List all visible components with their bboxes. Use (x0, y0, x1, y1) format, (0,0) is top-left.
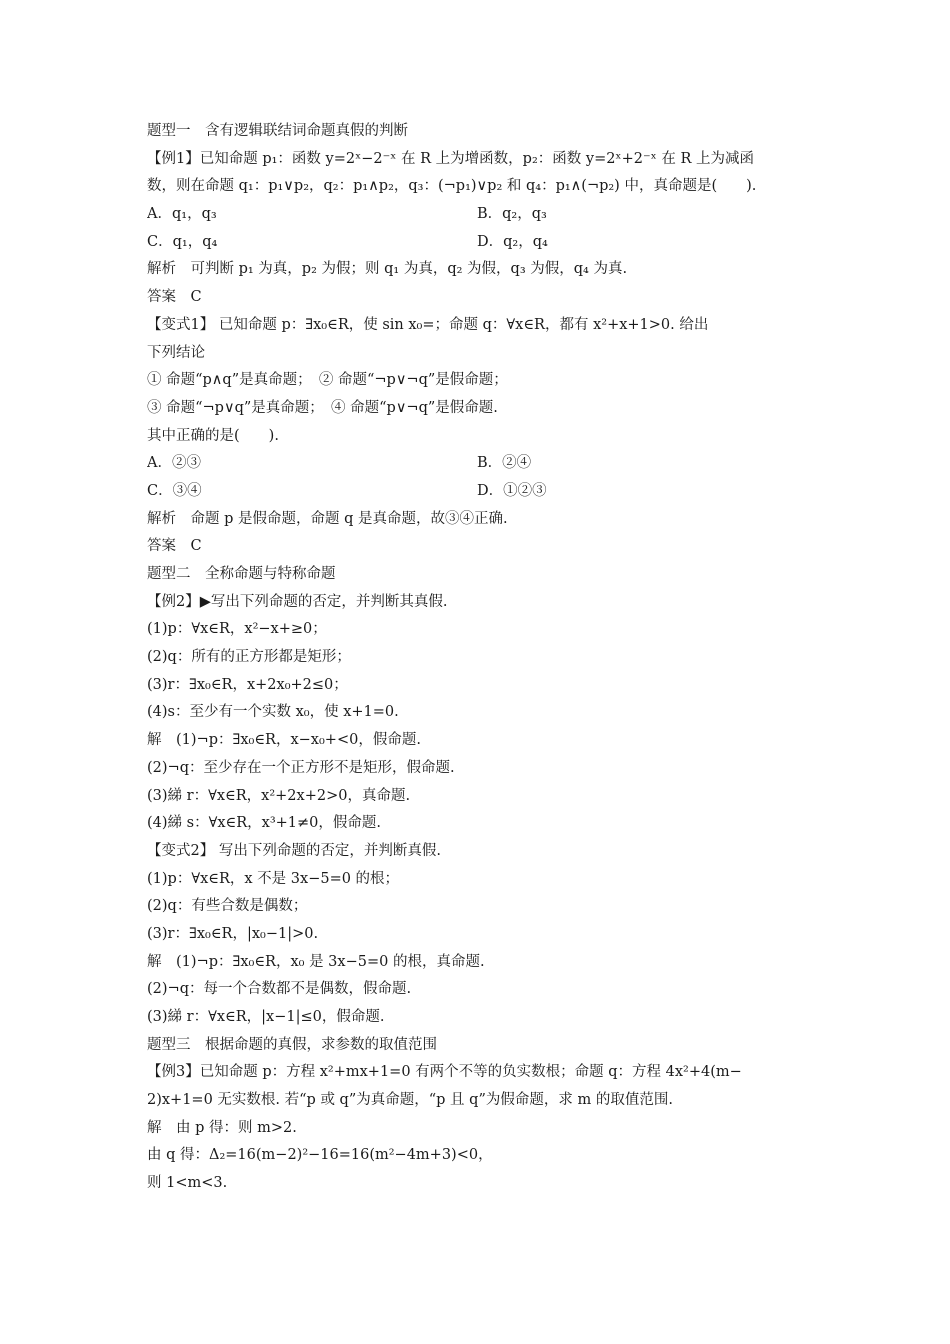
variant-1-question: 其中正确的是( ). (147, 427, 279, 444)
example-1-analysis: 解析 可判断 p₁ 为真，p₂ 为假；则 q₁ 为真，q₂ 为假，q₃ 为假，q₄ 为真. (147, 261, 628, 278)
example-1-stem: 【例1】已知命题 p₁：函数 y=2ˣ−2⁻ˣ 在 R 上为增函数，p₂：函数 y=2ˣ+2⁻ˣ 在 R 上为减函 (147, 150, 755, 167)
example-2-item: (4)s：至少有一个实数 x₀，使 x+1=0. (147, 704, 399, 721)
example-2-solution: (2)¬q：至少存在一个正方形不是矩形，假命题. (147, 759, 455, 776)
example-3-solution: 解 由 p 得：则 m>2. (147, 1119, 297, 1136)
variant-1-stem-cont: 下列结论 (147, 344, 205, 361)
example-3-stem: 【例3】已知命题 p：方程 x²+mx+1=0 有两个不等的负实数根；命题 q：方程 4x²+4(m− (147, 1064, 742, 1081)
example-2-item: (3)r：∃x₀∈R，x+2x₀+2≤0； (147, 676, 348, 693)
example-3-stem-cont: 2)x+1=0 无实数根. 若“p 或 q”为真命题，“p 且 q”为假命题，求 m 的取值范围. (147, 1092, 673, 1109)
example-3-solution: 由 q 得：Δ₂=16(m−2)²−16=16(m²−4m+3)<0， (147, 1147, 493, 1164)
example-1-options-row (147, 201, 807, 229)
example-1-options-row (147, 229, 807, 257)
example-3-solution: 则 1<m<3. (147, 1175, 228, 1192)
option-d: D．q₂，q₄ (477, 233, 548, 250)
example-2-solution: 解 (1)¬p：∃x₀∈R，x−x₀+<0，假命题. (147, 732, 421, 749)
heading-type-3: 题型三 根据命题的真假，求参数的取值范围 (147, 1036, 437, 1053)
option-d: D．①②③ (477, 482, 547, 499)
option-b: B．②④ (477, 455, 532, 472)
example-2-stem: 【例2】▶写出下列命题的否定，并判断其真假. (147, 593, 448, 610)
variant-2-stem: 【变式2】 写出下列命题的否定，并判断真假. (147, 842, 441, 859)
example-2-solution: (4)綈 s：∀x∈R，x³+1≠0，假命题. (147, 815, 382, 832)
variant-2-solution: (3)綈 r：∀x∈R，|x−1|≤0，假命题. (147, 1009, 385, 1025)
option-c: C．③④ (147, 482, 202, 499)
variant-1-analysis: 解析 命题 p 是假命题，命题 q 是真命题，故③④正确. (147, 510, 508, 527)
document-body (147, 118, 807, 1198)
example-2-item: (1)p：∀x∈R，x²−x+≥0； (147, 621, 327, 638)
heading-type-1: 题型一 含有逻辑联结词命题真假的判断 (147, 123, 408, 139)
option-a: A．②③ (147, 455, 201, 472)
variant-1-options-row (147, 450, 807, 478)
option-b: B．q₂，q₃ (477, 206, 547, 223)
example-1-answer: 答案 C (147, 289, 202, 306)
variant-1-answer: 答案 C (147, 538, 202, 555)
variant-2-item: (3)r：∃x₀∈R，|x₀−1|>0. (147, 925, 319, 942)
option-c: C．q₁，q₄ (147, 233, 218, 250)
variant-1-statements: ③ 命题“¬p∨q”是真命题； ④ 命题“p∨¬q”是假命题. (147, 399, 498, 416)
variant-2-item: (2)q：有些合数是偶数； (147, 898, 308, 915)
variant-2-item: (1)p：∀x∈R，x 不是 3x−5=0 的根； (147, 870, 400, 887)
example-2-solution: (3)綈 r：∀x∈R，x²+2x+2>0，真命题. (147, 787, 411, 804)
variant-2-solution: 解 (1)¬p：∃x₀∈R，x₀ 是 3x−5=0 的根，真命题. (147, 953, 485, 970)
variant-1-options-row (147, 478, 807, 506)
variant-2-solution: (2)¬q：每一个合数都不是偶数，假命题. (147, 981, 412, 998)
variant-1-statements: ① 命题“p∧q”是真命题； ② 命题“¬p∨¬q”是假命题； (147, 372, 508, 389)
heading-type-2: 题型二 全称命题与特称命题 (147, 566, 336, 582)
option-a: A．q₁，q₃ (147, 206, 217, 223)
example-2-item: (2)q：所有的正方形都是矩形； (147, 649, 351, 666)
example-1-stem-cont: 数，则在命题 q₁：p₁∨p₂，q₂：p₁∧p₂，q₃：(¬p₁)∨p₂ 和 q₄：p₁∧(¬p₂) 中，真命题是( ). (147, 178, 757, 195)
variant-1-stem: 【变式1】 已知命题 p：∃x₀∈R，使 sin x₀=；命题 q：∀x∈R，都有 x²+x+1>0. 给出 (147, 316, 709, 333)
